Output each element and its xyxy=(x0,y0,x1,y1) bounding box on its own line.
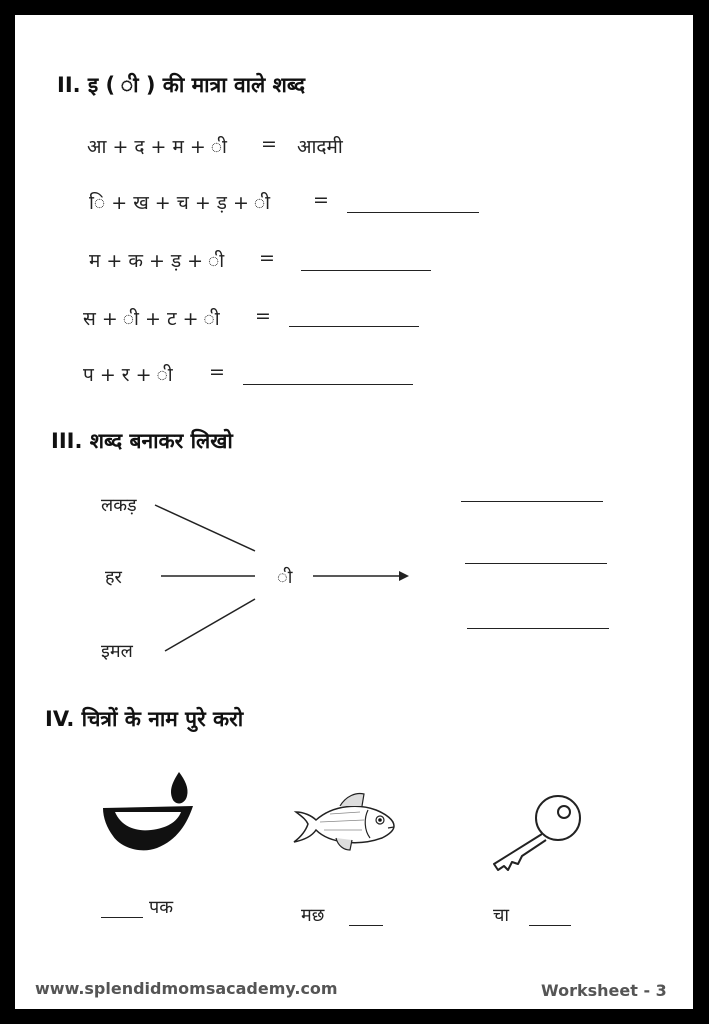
word-answer-blank-1[interactable] xyxy=(461,501,603,502)
key-icon xyxy=(490,790,590,870)
connector-line-3 xyxy=(165,599,255,651)
equation-parts: प + र + ी xyxy=(83,364,173,386)
equals-sign: = xyxy=(261,133,277,155)
picture-label: पक xyxy=(149,897,174,918)
equation-answer: आदमी xyxy=(297,136,343,158)
fish-icon xyxy=(290,790,400,860)
picture-label: मछ xyxy=(301,905,325,926)
diya-icon xyxy=(101,770,201,860)
equation-parts: ि + ख + च + ड़ + ी xyxy=(89,192,271,214)
matra-symbol: ी xyxy=(277,567,293,588)
equals-sign: = xyxy=(313,189,329,211)
picture-blank[interactable] xyxy=(529,925,571,926)
section-4-heading: IV. चित्रों के नाम पुरे करो xyxy=(45,707,244,731)
section-2-heading: II. इ ( ी ) की मात्रा वाले शब्द xyxy=(57,73,306,97)
equation-parts: म + क + ड़ + ी xyxy=(89,250,225,272)
arrow-head xyxy=(399,571,409,581)
word-lakad: लकड़ xyxy=(101,495,137,516)
equals-sign: = xyxy=(255,305,271,327)
footer-worksheet-number: Worksheet - 3 xyxy=(541,981,667,1000)
word-answer-blank-3[interactable] xyxy=(467,628,609,629)
equals-sign: = xyxy=(259,247,275,269)
footer-website: www.splendidmomsacademy.com xyxy=(35,979,338,998)
connector-line-1 xyxy=(155,505,255,551)
picture-blank[interactable] xyxy=(101,917,143,918)
picture-label: चा xyxy=(493,905,510,926)
worksheet-page xyxy=(15,15,693,1009)
equals-sign: = xyxy=(209,361,225,383)
word-har: हर xyxy=(105,567,122,588)
equation-parts: स + ी + ट + ी xyxy=(83,308,220,330)
word-imal: इमल xyxy=(101,641,133,662)
picture-blank[interactable] xyxy=(349,925,383,926)
section-3-heading: III. शब्द बनाकर लिखो xyxy=(51,429,233,453)
word-answer-blank-2[interactable] xyxy=(465,563,607,564)
equation-parts: आ + द + म + ी xyxy=(87,136,227,158)
